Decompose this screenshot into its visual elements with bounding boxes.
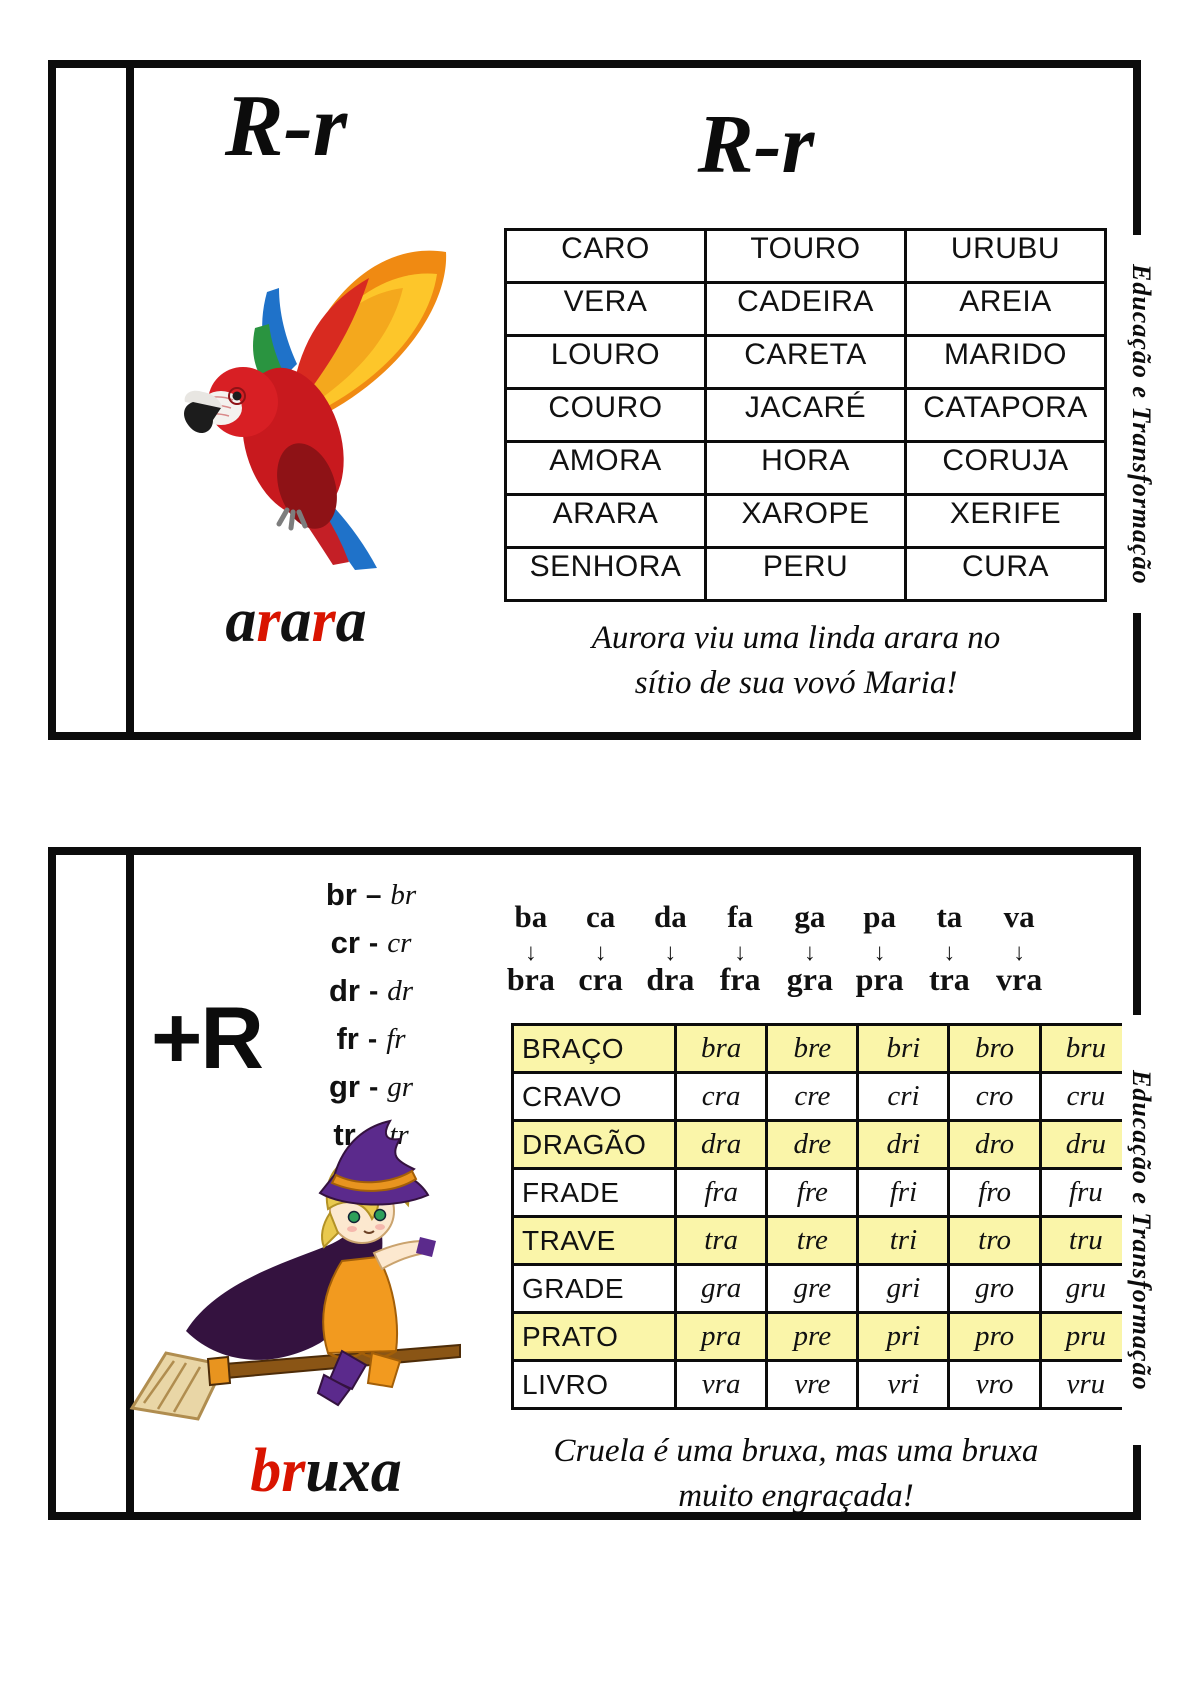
syllable-cell: fra	[675, 1169, 766, 1217]
list-item	[281, 871, 461, 919]
plus-r-label: +R	[151, 988, 262, 1087]
syllable: va	[1003, 899, 1035, 934]
syllable-cell: vra	[675, 1361, 766, 1409]
syllable: da	[654, 899, 687, 934]
syllable-cell: cri	[858, 1073, 949, 1121]
word-cell: DRAGÃO	[513, 1121, 676, 1169]
list-item	[281, 1015, 461, 1063]
syllable: pra	[855, 961, 904, 997]
table-row	[506, 283, 1106, 336]
title-r-right: R-r	[697, 98, 815, 191]
syllable: pa	[863, 899, 896, 934]
syllable-cell: gre	[767, 1265, 858, 1313]
blend-cursive: gr	[387, 1070, 414, 1103]
dash: -	[368, 975, 379, 1006]
syllable-cell: fru	[1040, 1169, 1131, 1217]
syllable-cell: cru	[1040, 1073, 1131, 1121]
word-cell: XAROPE	[706, 495, 906, 548]
syllable-cell: dre	[767, 1121, 858, 1169]
syllable-cell: dru	[1040, 1121, 1131, 1169]
list-item	[281, 1063, 461, 1111]
sentence-line: muito engraçada!	[678, 1477, 914, 1514]
witch-svg	[124, 1113, 469, 1438]
dash: –	[365, 879, 382, 910]
word-cell: TRAVE	[513, 1217, 676, 1265]
word-cell: FRADE	[513, 1169, 676, 1217]
word-cell: CORUJA	[906, 442, 1106, 495]
r-sentence	[486, 616, 1106, 705]
blend-print: cr	[330, 925, 360, 960]
blend-cursive: br	[390, 878, 417, 911]
word-cell: HORA	[706, 442, 906, 495]
keyword-letter-red: r	[311, 587, 336, 655]
down-arrow-icon: ↓	[943, 939, 956, 966]
syllable: bra	[506, 961, 555, 997]
sentence-line: Aurora viu uma linda arara no	[591, 620, 1001, 656]
table-row	[513, 1361, 1132, 1409]
keyword-letter: a	[280, 587, 312, 655]
panel-left-margin-strip	[56, 855, 134, 1512]
list-item	[281, 967, 461, 1015]
syllable-cell: pri	[858, 1313, 949, 1361]
word-cell: MARIDO	[906, 336, 1106, 389]
panel-left-margin-strip	[56, 68, 134, 732]
witch-image	[124, 1113, 469, 1438]
syllable-cell: gra	[675, 1265, 766, 1313]
syllable-cell: pra	[675, 1313, 766, 1361]
syllable-cell: vri	[858, 1361, 949, 1409]
down-arrow-icon: ↓	[594, 939, 607, 966]
table-row	[513, 1121, 1132, 1169]
word-cell: XERIFE	[906, 495, 1106, 548]
syllable: cra	[578, 961, 623, 997]
syllable-cell: bru	[1040, 1025, 1131, 1073]
r-words-table	[504, 228, 1107, 602]
word-cell: SENHORA	[506, 548, 706, 601]
syllable-cell: tru	[1040, 1217, 1131, 1265]
down-arrow-icon: ↓	[1013, 939, 1026, 966]
word-cell: PERU	[706, 548, 906, 601]
word-cell: CARETA	[706, 336, 906, 389]
syllable-cell: tra	[675, 1217, 766, 1265]
syllable: vra	[996, 961, 1043, 997]
word-cell: CRAVO	[513, 1073, 676, 1121]
parrot-image	[141, 210, 461, 575]
syllable-cell: gri	[858, 1265, 949, 1313]
syllable-cell: bro	[949, 1025, 1040, 1073]
word-cell: VERA	[506, 283, 706, 336]
syllable: ta	[936, 899, 963, 934]
syllable-cell: cra	[675, 1073, 766, 1121]
table-row	[513, 1073, 1132, 1121]
syllable-cell: tri	[858, 1217, 949, 1265]
syllable-cell: pre	[767, 1313, 858, 1361]
word-cell: PRATO	[513, 1313, 676, 1361]
syllable-cell: tro	[949, 1217, 1040, 1265]
word-cell: CARO	[506, 230, 706, 283]
syllable-cell: vro	[949, 1361, 1040, 1409]
syllable-cell: gro	[949, 1265, 1040, 1313]
table-row	[506, 548, 1106, 601]
syllable-cell: fre	[767, 1169, 858, 1217]
table-row	[506, 230, 1106, 283]
keyword-arara	[146, 587, 446, 655]
keyword-letters: uxa	[305, 1437, 402, 1505]
table-row	[506, 336, 1106, 389]
syllable-cell: pru	[1040, 1313, 1131, 1361]
blend-syllables-row	[496, 961, 1054, 998]
syllable-cell: cro	[949, 1073, 1040, 1121]
sidebar-brand-text: Educação e Transformação	[1122, 235, 1160, 613]
table-row	[513, 1265, 1132, 1313]
word-cell: LOURO	[506, 336, 706, 389]
blend-print: dr	[328, 973, 360, 1008]
syllable-cell: cre	[767, 1073, 858, 1121]
blend-cursive: dr	[387, 974, 414, 1007]
word-cell: AMORA	[506, 442, 706, 495]
syllable-cell: tre	[767, 1217, 858, 1265]
word-cell: BRAÇO	[513, 1025, 676, 1073]
word-cell: LIVRO	[513, 1361, 676, 1409]
syllable-cell: gru	[1040, 1265, 1131, 1313]
word-cell: CURA	[906, 548, 1106, 601]
table-row	[513, 1025, 1132, 1073]
blends-table	[511, 1023, 1133, 1410]
blend-cursive: tr	[389, 1118, 409, 1151]
syllable-cell: fro	[949, 1169, 1040, 1217]
sentence-line: Cruela é uma bruxa, mas uma bruxa	[553, 1433, 1039, 1469]
blend-cursive: cr	[387, 926, 412, 959]
syllable: gra	[786, 961, 833, 997]
down-arrow-icon: ↓	[873, 939, 886, 966]
panel-letter-r	[48, 60, 1156, 740]
syllable-cell: dro	[949, 1121, 1040, 1169]
keyword-letter-red: r	[256, 587, 281, 655]
keyword-letters-red: br	[250, 1437, 306, 1505]
base-syllables-row	[496, 899, 1054, 935]
syllable-cell: bre	[767, 1025, 858, 1073]
syllable-cell: fri	[858, 1169, 949, 1217]
word-cell: JACARÉ	[706, 389, 906, 442]
table-row	[513, 1313, 1132, 1361]
table-row	[513, 1169, 1132, 1217]
word-cell: COURO	[506, 389, 706, 442]
syllable-cell: vre	[767, 1361, 858, 1409]
syllable-cell: bri	[858, 1025, 949, 1073]
syllable-cell: dri	[858, 1121, 949, 1169]
keyword-bruxa	[176, 1437, 476, 1505]
syllable: dra	[646, 961, 695, 997]
syllable: tra	[928, 961, 970, 997]
blend-print: gr	[328, 1069, 360, 1104]
down-arrow-icon: ↓	[803, 939, 816, 966]
blend-print: br	[325, 877, 357, 912]
table-row	[506, 495, 1106, 548]
syllable: ga	[794, 899, 826, 934]
keyword-letter: a	[225, 587, 257, 655]
sidebar-brand-text: Educação e Transformação	[1122, 1015, 1160, 1445]
syllable-cell: pro	[949, 1313, 1040, 1361]
syllable: ba	[514, 899, 548, 934]
blend-print: tr	[333, 1117, 356, 1152]
list-item	[281, 919, 461, 967]
keyword-letter: a	[335, 587, 367, 655]
syllable-cell: bra	[675, 1025, 766, 1073]
syllable: fa	[727, 899, 754, 934]
blend-cursive: fr	[386, 1022, 406, 1055]
blend-print: fr	[336, 1021, 359, 1056]
word-cell: CATAPORA	[906, 389, 1106, 442]
syllable-cell: dra	[675, 1121, 766, 1169]
dash: -	[367, 1023, 378, 1054]
word-cell: AREIA	[906, 283, 1106, 336]
word-cell: TOURO	[706, 230, 906, 283]
syllable-cell: vru	[1040, 1361, 1131, 1409]
sentence-line: sítio de sua vovó Maria!	[634, 664, 958, 701]
dash: -	[368, 1071, 379, 1102]
table-row	[513, 1217, 1132, 1265]
word-cell: ARARA	[506, 495, 706, 548]
syllable: ca	[585, 899, 616, 934]
parrot-svg	[141, 210, 461, 575]
dash: -	[368, 927, 379, 958]
down-arrow-icon: ↓	[524, 939, 537, 966]
word-cell: GRADE	[513, 1265, 676, 1313]
word-cell: CADEIRA	[706, 283, 906, 336]
down-arrow-icon: ↓	[734, 939, 747, 966]
title-r-left: R-r	[224, 78, 348, 175]
syllable: fra	[719, 961, 761, 997]
word-cell: URUBU	[906, 230, 1106, 283]
down-arrow-icon: ↓	[664, 939, 677, 966]
br-sentence	[486, 1429, 1106, 1518]
panel-blends-r	[48, 847, 1156, 1520]
table-row	[506, 442, 1106, 495]
table-row	[506, 389, 1106, 442]
